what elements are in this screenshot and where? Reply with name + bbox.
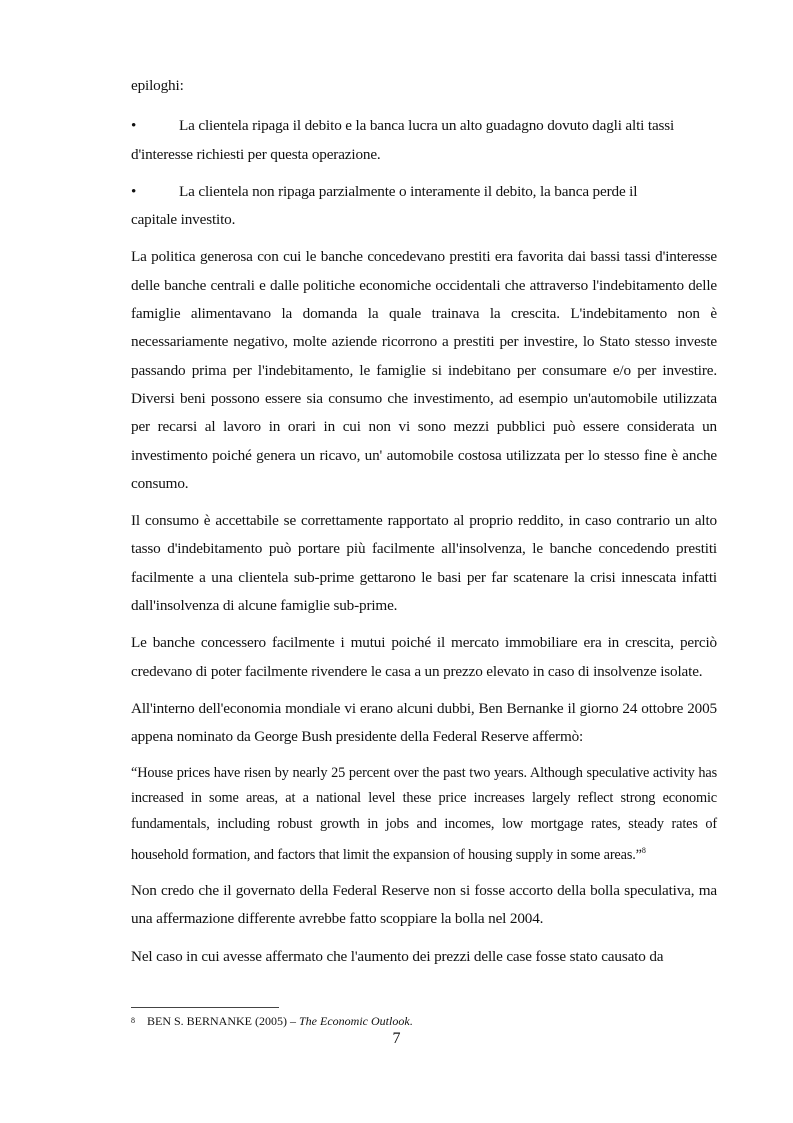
footnote [131,1013,413,1029]
bullet-2-rest: capitale investito. [131,211,236,229]
paragraph-federal-reserve: Non credo che il governato della Federal Reserve non si fosse accorto della bolla speculativa, ma una affermazione differente avrebbe fatto scoppiare la bolla nel 2004. [131,882,717,928]
bullet-item-1 [131,112,717,169]
quote-text: “House prices have risen by nearly 25 percent over the past two years. Although speculative activity has increased in some areas, at a national level these price increases largely reflect strong economic fundamentals, including robust growth in jobs and incomes, low mortgage rates, steady rates of household formation, and factors that limit the expansion of housing supply in some areas.” [131,764,717,863]
bullet-icon: • [131,182,137,200]
bullet-icon: • [131,117,137,135]
page-body [131,72,717,980]
paragraph-lending-policy: La politica generosa con cui le banche concedevano prestiti era favorita dai bassi tassi d'interesse delle banche centrali e dalle politiche economiche occidentali che attraverso l'indebitamento delle famiglie alimentavano la domanda la quale trainava la crescita. L'indebitamento non è necessariamente negativo, molte aziende ricorrono a prestiti per investire, lo Stato stesso investe passando prima per l'indebitamento, le famiglie si indebitano per consumare e/o per investire. Diversi beni possono essere sia consumo che investimento, ad esempio un'automobile utilizzata per recarsi al lavoro in orari in cui non vi sono mezzi pubblici può essere considerata un investimento poiché genera un ricavo, un' automobile costosa utilizzata per lo stesso fine è anche consumo. [131,248,717,492]
paragraph-bernanke-intro: All'interno dell'economia mondiale vi erano alcuni dubbi, Ben Bernanke il giorno 24 ottobre 2005 appena nominato da George Bush presidente della Federal Reserve affermò: [131,699,717,746]
page-number: 7 [392,1030,401,1047]
footnote-divider [131,1007,279,1008]
bullet-item-2 [131,178,717,235]
footnote-reference: 8 [641,845,646,855]
bullet-1-rest: d'interesse richiesti per questa operazione. [131,145,381,163]
paragraph-consumption: Il consumo è accettabile se correttamente rapportato al proprio reddito, in caso contrario un alto tasso d'indebitamento può portare più facilmente all'insolvenza, le banche concedendo prestiti facilmente a una clientela sub-prime gettarono le basi per far scatenare la crisi innescata infatti dall'insolvenza di alcune famiglie sub-prime. [131,512,717,615]
bullet-2-first-line: La clientela non ripaga parzialmente o interamente il debito, la banca perde il [179,182,638,200]
paragraph-hypothesis: Nel caso in cui avesse affermato che l'aumento dei prezzi delle case fosse stato causato da [131,947,664,965]
bullet-1-first-line: La clientela ripaga il debito e la banca lucra un alto guadagno dovuto dagli alti tassi [179,117,675,135]
footnote-author: BEN S. BERNANKE (2005) – [147,1014,299,1028]
footnote-number: 8 [131,1016,135,1025]
footnote-end: . [409,1014,413,1028]
bernanke-quote [131,761,717,869]
intro-line: epiloghi: [131,77,184,94]
paragraph-mortgages: Le banche concessero facilmente i mutui poiché il mercato immobiliare era in crescita, perciò credevano di poter facilmente rivendere le casa a un prezzo elevato in caso di insolvenze isolate. [131,634,717,680]
footnote-title: The Economic Outlook [299,1014,410,1028]
